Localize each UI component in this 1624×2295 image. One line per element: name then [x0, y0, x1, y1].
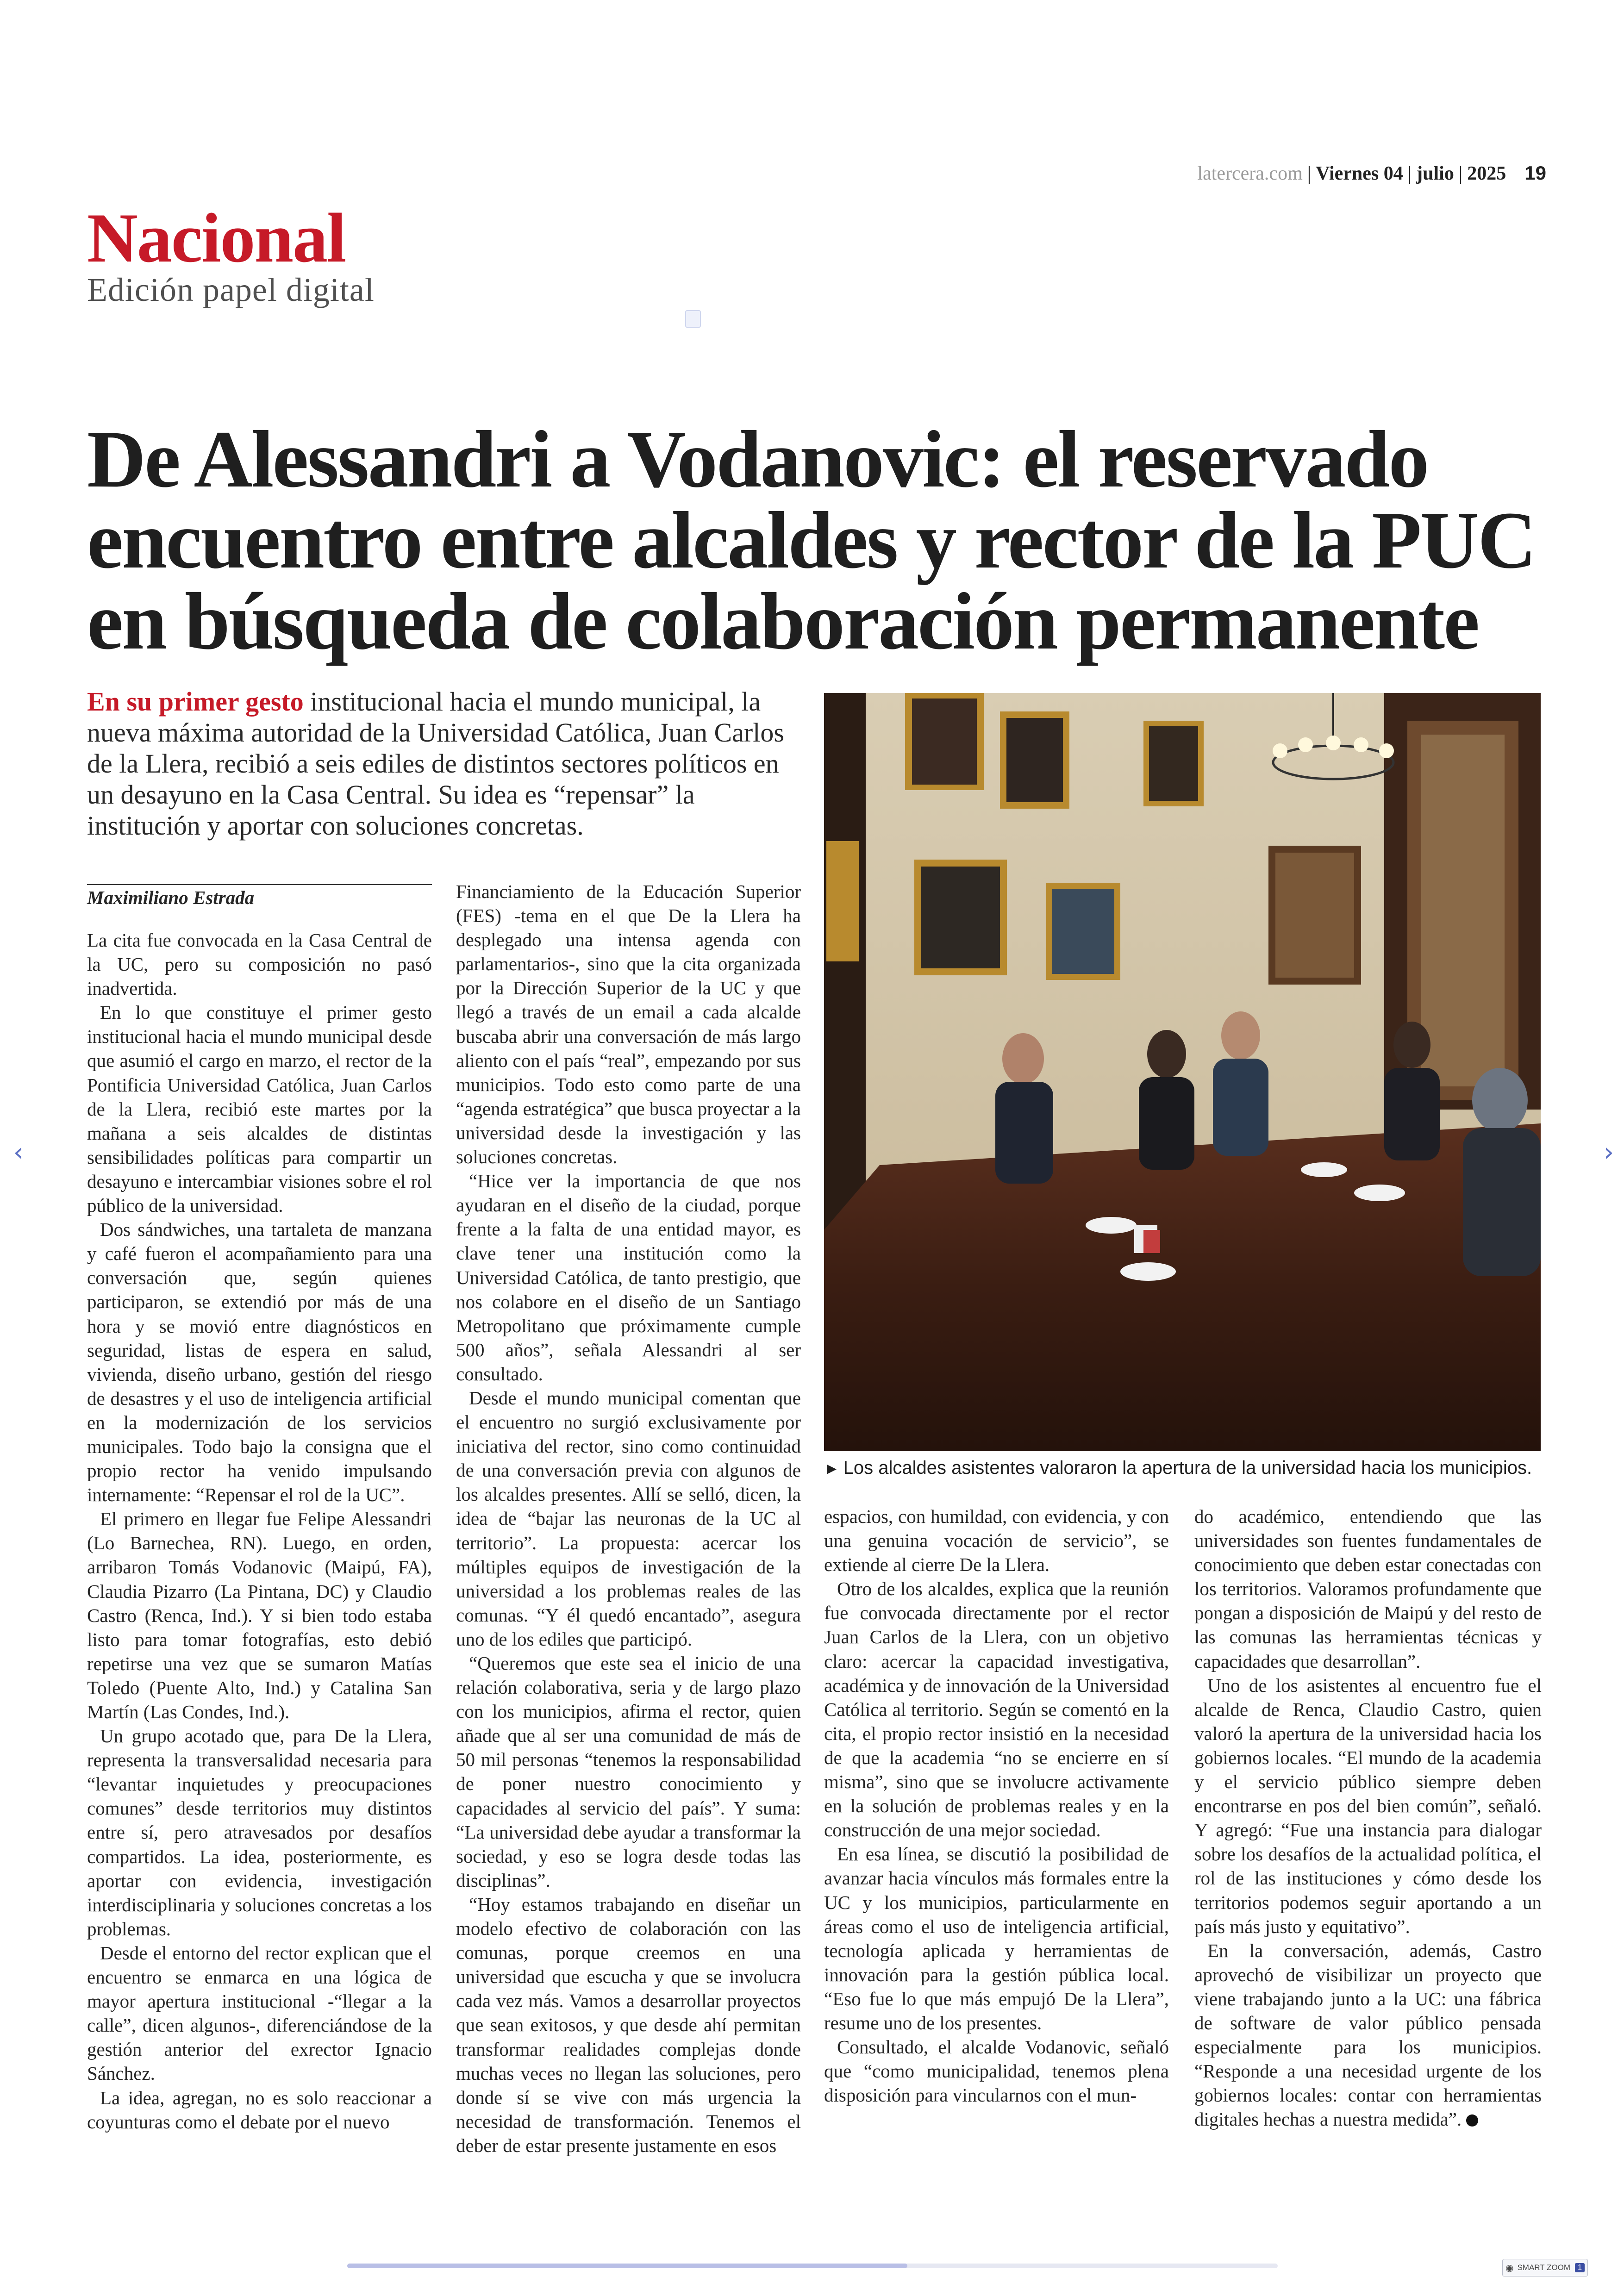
chevron-right-icon[interactable]: ›	[1603, 1137, 1614, 1167]
meeting-photo-illustration	[824, 693, 1541, 1451]
smart-zoom-label: SMART ZOOM	[1517, 2263, 1571, 2272]
paragraph: La idea, agregan, no es solo reaccionar a coyunturas como el debate por el nuevo	[87, 2087, 432, 2133]
photo-caption	[824, 1457, 1541, 1480]
smart-zoom-button[interactable]	[1502, 2259, 1588, 2276]
article-photo	[824, 693, 1541, 1451]
eye-icon: ◉	[1505, 2263, 1514, 2273]
year: 2025	[1467, 163, 1506, 184]
byline-rule	[87, 884, 432, 885]
paragraph: Dos sándwiches, una tartaleta de manzana y café fueron el acompañamiento para una conversación que, según quienes participaron, se extendió por más de una hora y se movió entre diagnósticos en seguridad, listas de espera en salud, vivienda, diseño urbano, gestión del riesgo de desastres y el uso de inteligencia artificial en la modernización de los servicios municipales. Todo bajo la consigna que el propio rector ha venido impulsando internamente: “Repensar el rol de la UC”.	[87, 1219, 432, 1506]
article-lede	[87, 686, 809, 841]
paragraph: Financiamiento de la Educación Superior (FES) -tema en el que De la Llera ha desplegado una intensa agenda con parlamentarios-, sino que la cita organizada por la Dirección Superior de la UC y que llegó a través de un email a cada alcalde buscaba abrir una conversación de más largo aliento con el país “real”, empezando por sus municipios. Todo esto como parte de una “agenda estratégica” que busca proyectar a la universidad desde la investigación y las soluciones concretas.	[456, 881, 801, 1168]
triangle-right-icon: ►	[824, 1460, 840, 1478]
page-scrollbar-thumb[interactable]	[347, 2264, 907, 2268]
byline: Maximiliano Estrada	[87, 887, 255, 908]
day: 04	[1383, 163, 1403, 184]
paragraph: Consultado, el alcalde Vodanovic, señaló que “como municipalidad, tenemos plena disposición para vincularnos con el mun-	[824, 2036, 1169, 2106]
end-of-article-icon	[1466, 2114, 1478, 2127]
article-headline: De Alessandri a Vodanovic: el reservado encuentro entre alcaldes y rector de la PUC en búsqueda de colaboración permanente	[87, 414, 1535, 667]
article-column-1	[87, 928, 432, 2134]
page-indicator: 1	[1575, 2263, 1585, 2272]
masthead-dateline: latercera.com | Viernes 04 | julio | 2025 19	[1197, 162, 1546, 184]
paragraph: La cita fue convocada en la Casa Central de la UC, pero su composición no pasó inadvertida.	[87, 929, 432, 999]
lede-text: institucional hacia el mundo municipal, la nueva máxima autoridad de la Universidad Católica, Juan Carlos de la Llera, recibió a seis ediles de distintos sectores políticos en un desayuno en la Casa Central. Su idea es “repensar” la institución y aportar con soluciones concretas.	[87, 686, 784, 841]
paragraph: do académico, entendiendo que las universidades son fuentes fundamentales de conocimiento que deben estar conectadas con los territorios. Valoramos profundamente que pongan a disposición de Maipú y del resto de las comunas las herramientas técnicas y capacidades que desarrollan”.	[1194, 1506, 1542, 1672]
section-title: Nacional	[87, 199, 346, 277]
paragraph: En esa línea, se discutió la posibilidad de avanzar hacia vínculos más formales entre la UC y los municipios, particularmente en áreas como el uso de inteligencia artificial, tecnología aplicada y herramientas de innovación para la gestión pública local. “Eso fue lo que más empujó De la Llera”, resume uno de los presentes.	[824, 1843, 1169, 2033]
section-subtitle: Edición papel digital	[87, 271, 375, 308]
paragraph: Desde el entorno del rector explican que el encuentro se enmarca en una lógica de mayor apertura institucional -“llegar a la calle”, dicen algunos-, diferenciándose de la gestión anterior del exrector Ignacio Sánchez.	[87, 1942, 432, 2084]
paragraph: espacios, con humildad, con evidencia, y con una genuina vocación de servicio”, se extiende al cierre De la Llera.	[824, 1506, 1169, 1576]
paragraph	[1194, 1939, 1542, 2132]
lede-lead-in: En su primer gesto	[87, 686, 304, 717]
paragraph: “Queremos que este sea el inicio de una relación colaborativa, seria y de largo plazo con los municipios, afirma el rector, quien añade que al ser una comunidad de más de 50 mil personas “tenemos la responsabilidad de poner nuestro conocimiento y capacidades al servicio del país”. Y suma: “La universidad debe ayudar a transformar la sociedad, y eso se logra desde todas las disciplinas”.	[456, 1653, 801, 1891]
paragraph: Desde el mundo municipal comentan que el encuentro no surgió exclusivamente por iniciativa del rector, sino como continuidad de una conversación previa con algunos de los alcaldes presentes. Allí se selló, dicen, la idea de “bajar las neuronas de la UC al territorio”. La propuesta: acercar los múltiples equipos de investigación de la universidad a los problemas reales de las comunas. “Y él quedó encantado”, asegura uno de los ediles que participó.	[456, 1387, 801, 1650]
article-column-3	[824, 1504, 1169, 2107]
paragraph: “Hice ver la importancia de que nos ayudaran en el diseño de la ciudad, porque frente a la falta de una entidad mayor, es clave tener una institución como la Universidad Católica, de tanto prestigio, que nos colabore en el diseño de un Santiago Metropolitano que próximamente cumple 500 años”, señala Alessandri al ser consultado.	[456, 1170, 801, 1384]
paragraph: El primero en llegar fue Felipe Alessandri (Lo Barnechea, RN). Luego, en orden, arribaron Tomás Vodanovic (Maipú, FA), Claudia Pizarro (La Pintana, DC) y Claudio Castro (Renca, Ind.). Y si bien todo estaba listo para tomar fotografías, esto debió repetirse una vez que se sumaron Matías Toledo (Puente Alto, Ind.) y Catalina San Martín (Las Condes, Ind.).	[87, 1508, 432, 1722]
paragraph: Un grupo acotado que, para De la Llera, representa la transversalidad necesaria para “levantar inquietudes y preocupaciones comunes” desde territorios muy distintos entre sí, pero atravesados por desafíos compartidos. La idea, posteriormente, es aportar con evidencia, investigación interdisciplinaria y soluciones concretas a los problemas.	[87, 1725, 432, 1940]
paragraph: “Hoy estamos trabajando en diseñar un modelo efectivo de colaboración con las comunas, porque creemos en una universidad que escucha y que se involucra cada vez más. Vamos a desarrollar proyectos que sean exitosos, y que desde ahí permitan transformar realidades complejas donde muchas veces no llegan las soluciones, pero donde sí se vive con más urgencia la necesidad de transformación. Tenemos el deber de estar presente justamente en esos	[456, 1893, 801, 2156]
page-number: 19	[1524, 162, 1546, 184]
photo-caption-text: Los alcaldes asistentes valoraron la apertura de la universidad hacia los municipios.	[843, 1458, 1532, 1478]
paragraph-text: En la conversación, además, Castro aprovechó de visibilizar un proyecto que viene trabajando junto a la UC: una fábrica de software de valor público pensada especialmente para los municipios. “Responde a una necesidad urgente de los gobiernos locales: contar con herramientas digitales hechas a nuestra medida”.	[1194, 1940, 1542, 2130]
paragraph: En lo que constituye el primer gesto institucional hacia el mundo municipal desde que asumió el cargo en marzo, el rector de la Pontificia Universidad Católica, Juan Carlos de la Llera, recibió este martes por la mañana a seis alcaldes de distintas sensibilidades políticas para compartir un desayuno e intercambiar visiones sobre el rol público de la universidad.	[87, 1002, 432, 1216]
article-column-2	[456, 879, 801, 2158]
page-marker-icon	[685, 310, 701, 328]
weekday: Viernes	[1316, 163, 1379, 184]
chevron-left-icon[interactable]: ‹	[13, 1137, 24, 1167]
month: julio	[1416, 163, 1454, 184]
article-column-4	[1194, 1504, 1542, 2131]
paragraph: Otro de los alcaldes, explica que la reunión fue convocada directamente por el rector Juan Carlos de la Llera, con un objetivo claro: acercar la capacidad investigativa, académica y de innovación de la Universidad Católica al territorio. Según se comentó en la cita, el propio rector insistió en la necesidad de que la academia “no se encierre en sí misma”, sino que se involucre activamente en la solución de problemas reales y en la construcción de una mejor sociedad.	[824, 1578, 1169, 1841]
site-name: latercera.com	[1197, 163, 1303, 184]
paragraph: Uno de los asistentes al encuentro fue el alcalde de Renca, Claudio Castro, quien valoró la apertura de la universidad hacia los gobiernos locales. “El mundo de la academia y el servicio público siempre deben encontrarse en pos del bien común”, señaló. Y agregó: “Fue una instancia para dialogar sobre los desafíos de la actualidad política, el rol de las instituciones y cómo desde los territorios podemos seguir aportando a un país más justo y equitativo”.	[1194, 1674, 1542, 1937]
